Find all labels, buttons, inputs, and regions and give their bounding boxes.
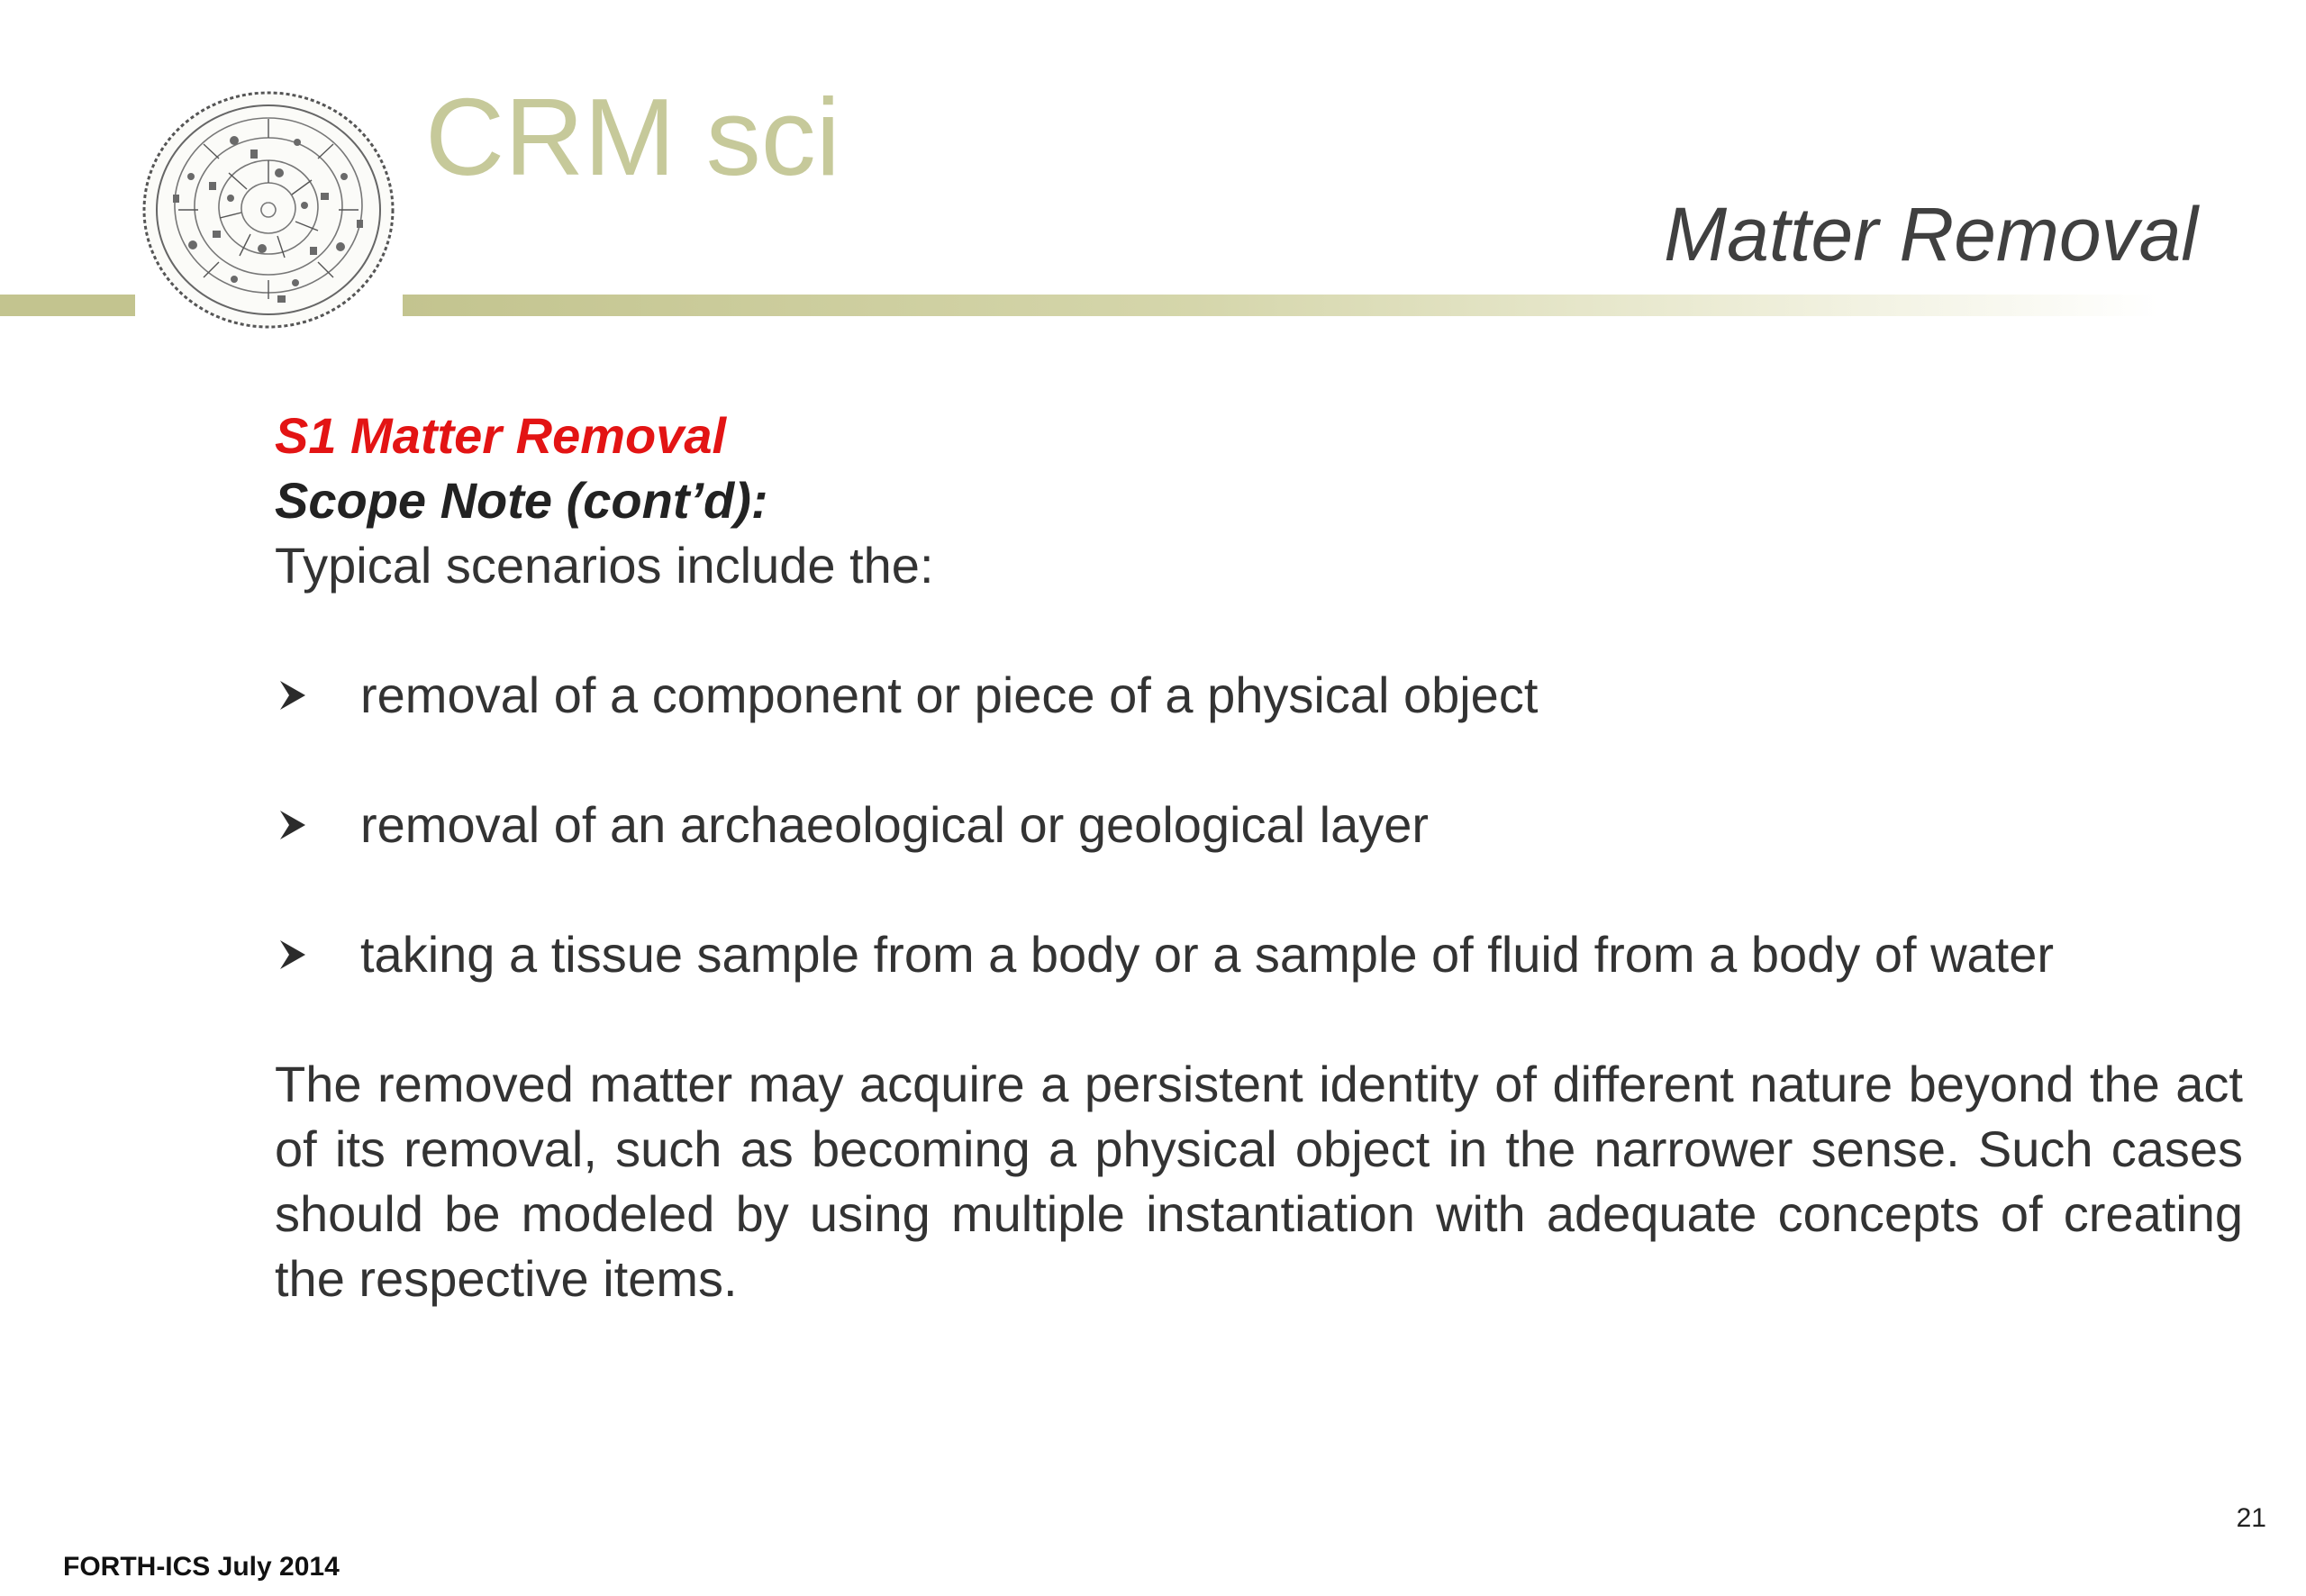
scenario-list xyxy=(275,663,2243,987)
spacer xyxy=(275,598,2243,663)
intro-text: Typical scenarios include the: xyxy=(275,537,934,594)
arrow-bullet-icon xyxy=(275,663,311,728)
header-rule-right xyxy=(403,295,2159,316)
body-paragraph: The removed matter may acquire a persistent identity of different nature beyond the act of its removal, such as becoming a physical object in the narrower sense. Such cases should be modeled by using multiple instantiation with adequate concepts of creating the respective items. xyxy=(275,1056,2243,1307)
list-item xyxy=(275,793,2243,857)
scope-note-heading: Scope Note (cont’d): xyxy=(275,472,768,529)
header-rule-left xyxy=(0,295,135,316)
list-item xyxy=(275,922,2243,987)
slide-title: Matter Removal xyxy=(1664,192,2198,277)
list-item-text: removal of an archaeological or geological layer xyxy=(360,796,1430,853)
phaistos-disc-icon xyxy=(133,86,404,334)
slide-content xyxy=(275,404,2243,1311)
brand-title: CRM sci xyxy=(425,76,840,198)
list-item-text: removal of a component or piece of a physical object xyxy=(360,667,1539,723)
footer-organization: FORTH-ICS July 2014 xyxy=(63,1552,340,1582)
list-item-text: taking a tissue sample from a body or a sample of fluid from a body of water xyxy=(360,926,2055,983)
list-item xyxy=(275,663,2243,728)
arrow-bullet-icon xyxy=(275,922,311,987)
class-heading: S1 Matter Removal xyxy=(275,407,727,464)
arrow-bullet-icon xyxy=(275,793,311,857)
page-number: 21 xyxy=(2236,1503,2266,1533)
